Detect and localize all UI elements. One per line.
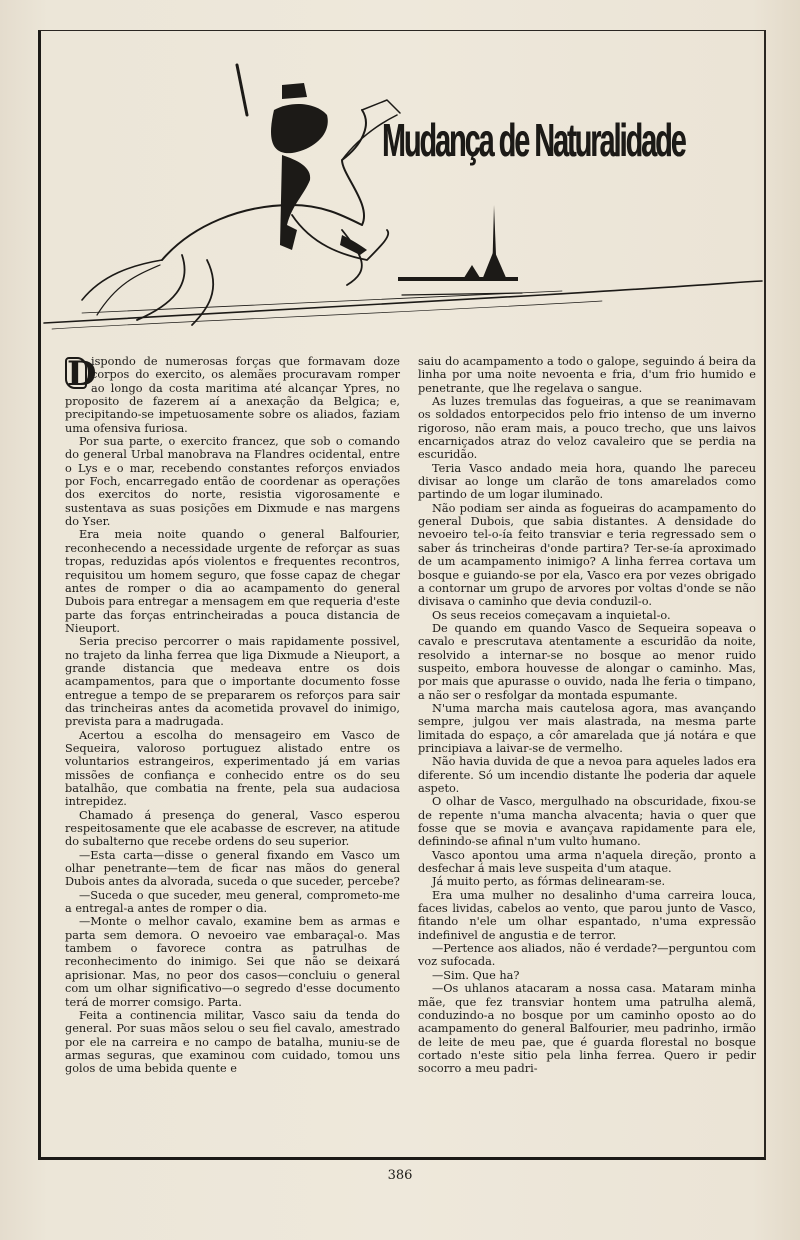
paragraph: De quando em quando Vasco de Sequeira sopeava o cavalo e prescrutava atentamente a escuridão da noite, resolvido a internar-se no bosque ao menor ruido suspeito, embora houvesse de alongar o caminho. Mas, por mais que apurasse o ouvido, nada lhe feria o timpano, a não ser o resfolgar da montada espumante. — [418, 621, 756, 702]
paragraph: Seria preciso percorrer o mais rapidamente possivel, no trajeto da linha ferrea que liga Dixmude a Nieuport, a grande distancia que medeava entre os dois acampamentos, para que o importante documento fosse entregue a tempo de se prepararem os reforços para sair das trincheiras antes da acometida provavel do inimigo, prevista para a madrugada. — [65, 635, 400, 729]
paragraph: —Monte o melhor cavalo, examine bem as armas e parta sem demora. O nevoeiro vae embaraçal-o. Mas tambem o favorece contra as patrulhas de reconhecimento do inimigo. Sei que não se deixará aprisionar. Mas, no peor dos casos—concluiu o general com um olhar significativo—o segredo d'esse documento terá de morrer comsigo. Parta. — [65, 915, 400, 1009]
paragraph: Por sua parte, o exercito francez, que sob o comando do general Urbal manobrava na Flandres ocidental, entre o Lys e o mar, recebendo constantes reforços enviados por Foch, encarregado então de coordenar as operações dos exercitos do norte, resistia vigorosamente e sustentava as suas posições em Dixmude e nas margens do Yser. — [65, 435, 400, 529]
paragraph: —Esta carta—disse o general fixando em Vasco um olhar penetrante—tem de ficar nas mãos do general Dubois antes da alvorada, suceda o que suceder, percebe? — [65, 848, 400, 889]
paragraph: Já muito perto, as fórmas delinearam-se. — [432, 875, 666, 889]
paragraph: N'uma marcha mais cautelosa agora, mas avançando sempre, julgou ver mais alastrada, na mesma parte limitada do espaço, a côr amarelada que já notára e que principiava a laivar-se de vermelho. — [418, 701, 756, 755]
paragraph: Chamado á presença do general, Vasco esperou respeitosamente que ele acabasse de escrever, na atitude do subalterno que recebe ordens do seu superior. — [65, 808, 400, 849]
paragraph: Teria Vasco andado meia hora, quando lhe pareceu divisar ao longe um clarão de tons amarelados como partindo de um logar iluminado. — [418, 461, 756, 502]
paragraph: Não havia duvida de que a nevoa para aqueles lados era diferente. Só um incendio distante lhe poderia dar aquele aspeto. — [418, 755, 756, 795]
paragraph: Acertou a escolha do mensageiro em Vasco de Sequeira, valoroso portuguez alistado entre os voluntarios estrangeiros, experimentado já em varias missões de confiança e conhecido entre os do seu batalhão, que combatia na frente, pela sua audaciosa intrepidez. — [65, 728, 400, 809]
paragraph: —Pertence aos aliados, não é verdade?—perguntou com voz sufocada. — [418, 942, 756, 969]
page-number: 386 — [387, 1168, 413, 1183]
paragraph — [65, 355, 400, 435]
paragraph: Era meia noite quando o general Balfourier, reconhecendo a necessidade urgente de reforçar as suas tropas, reduzidas após violentos e frequentes recontros, requisitou um homem seguro, que fosse capaz de chegar antes de romper o dia ao acampamento do general Dubois para entregar a mensagem em que requeria d'este parte das forças entrincheiradas a pouca distancia de Nieuport. — [65, 528, 400, 635]
paragraph-text: ispondo de numerosas forças que formavam doze corpos do exercito, os alemães procuravam romper ao longo da costa maritima até alcançar Ypres, no proposito de fazerem aí a anexação da Belgica; e, precipitando-se impetuosamente sobre os aliados, faziam uma ofensiva furiosa. — [65, 355, 400, 435]
paragraph: O olhar de Vasco, mergulhado na obscuridade, fixou-se de repente n'uma mancha alvacenta; havia o quer que fosse que se movia e avançava rapidamente para ele, definindo-se afinal n'um vulto humano. — [418, 795, 756, 849]
right-column — [418, 355, 756, 1076]
drop-cap: D — [67, 354, 97, 394]
paragraph: —Suceda o que suceder, meu general, comprometo-me a entregal-a antes de romper o dia. — [65, 888, 400, 916]
page-title: Mudança de Naturalidade — [382, 114, 685, 166]
cavalry-illustration — [42, 55, 764, 340]
paragraph: Os seus receios começavam a inquietal-o. — [432, 608, 671, 622]
paragraph: Era uma mulher no desalinho d'uma carreira louca, faces lividas, cabelos ao vento, que parou junto de Vasco, fitando n'ele um olhar espantado, n'uma expressão indefinivel de angustia e de terror. — [418, 888, 756, 942]
paragraph: Feita a continencia militar, Vasco saiu da tenda do general. Por suas mãos selou o seu fiel cavalo, amestrado por ele na carreira e no campo de batalha, muniu-se de armas seguras, que examinou com cuidado, tomou uns golos de uma bebida quente e — [65, 1008, 400, 1076]
paragraph: As luzes tremulas das fogueiras, a que se reanimavam os soldados entorpecidos pelo frio intenso de um inverno rigoroso, não eram mais, a pouco trecho, que uns laivos encarniçados atraz do veloz cavaleiro que se perdia na escuridão. — [418, 395, 756, 462]
paragraph: Vasco apontou uma arma n'aquela direção, pronto a desfechar á mais leve suspeita d'um ataque. — [418, 848, 756, 876]
paragraph: —Sim. Que ha? — [432, 968, 520, 982]
paragraph: saiu do acampamento a todo o galope, seguindo á beira da linha por uma noite nevoenta e fria, d'um frio humido e penetrante, que lhe regelava o sangue. — [418, 355, 756, 395]
paragraph: Não podiam ser ainda as fogueiras do acampamento do general Dubois, que sabia distantes. A densidade do nevoeiro tel-o-ía feito transviar e teria regressado sem o saber ás trincheiras d'onde partira? Ter-se-ía aproximado de um acampamento inimigo? A linha ferrea cortava um bosque e guiando-se por ela, Vasco era por vezes obrigado a contornar um grupo de arvores por voltas d'onde se não divisava o caminho que devia conduzil-o. — [418, 501, 756, 609]
left-column — [65, 355, 400, 1076]
paragraph: —Os uhlanos atacaram a nossa casa. Mataram minha mãe, que fez transviar hontem uma patrulha alemã, conduzindo-a no bosque por um caminho oposto ao do acampamento do general Balfourier, meu padrinho, irmão de leite de meu pae, que é guarda florestal no bosque cortado n'este sitio pela linha ferrea. Quero ir pedir socorro a meu padri- — [418, 982, 756, 1076]
